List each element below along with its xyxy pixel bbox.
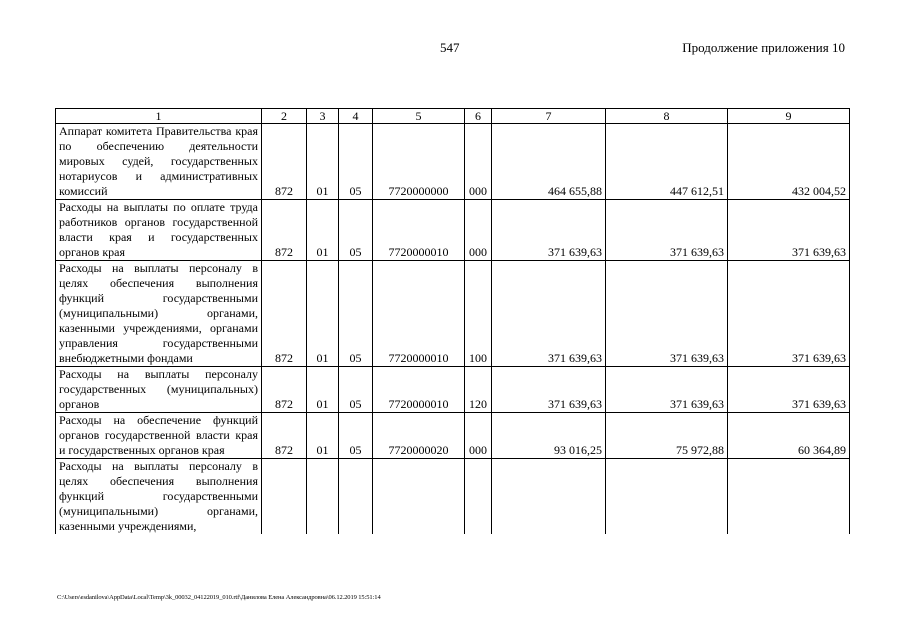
code-vr: 100 bbox=[465, 261, 492, 367]
page-number: 547 bbox=[440, 40, 460, 55]
code-rz: 01 bbox=[307, 124, 339, 200]
code-rz bbox=[307, 459, 339, 535]
amount-col-8: 371 639,63 bbox=[606, 261, 728, 367]
code-gr: 872 bbox=[262, 200, 307, 261]
code-pr bbox=[339, 459, 373, 535]
amount-col-9: 432 004,52 bbox=[728, 124, 850, 200]
amount-col-8 bbox=[606, 459, 728, 535]
code-rz: 01 bbox=[307, 200, 339, 261]
amount-col-7: 371 639,63 bbox=[492, 261, 606, 367]
amount-col-7: 464 655,88 bbox=[492, 124, 606, 200]
code-gr: 872 bbox=[262, 367, 307, 413]
column-header: 7 bbox=[492, 109, 606, 124]
code-gr bbox=[262, 459, 307, 535]
amount-col-9: 371 639,63 bbox=[728, 200, 850, 261]
table-row bbox=[56, 413, 850, 459]
code-csr: 7720000010 bbox=[373, 367, 465, 413]
row-name: Расходы на обеспечение функций органов государственной власти края и государственных органов края bbox=[56, 413, 262, 459]
column-header: 5 bbox=[373, 109, 465, 124]
code-vr bbox=[465, 459, 492, 535]
code-rz: 01 bbox=[307, 261, 339, 367]
amount-col-8: 447 612,51 bbox=[606, 124, 728, 200]
code-vr: 000 bbox=[465, 413, 492, 459]
table-header-row bbox=[56, 109, 850, 124]
code-csr: 7720000020 bbox=[373, 413, 465, 459]
table-row bbox=[56, 367, 850, 413]
code-pr: 05 bbox=[339, 261, 373, 367]
row-name: Расходы на выплаты персоналу государственных (муниципальных) органов bbox=[56, 367, 262, 413]
amount-col-8: 75 972,88 bbox=[606, 413, 728, 459]
amount-col-9 bbox=[728, 459, 850, 535]
code-pr: 05 bbox=[339, 367, 373, 413]
code-gr: 872 bbox=[262, 413, 307, 459]
row-name: Расходы на выплаты по оплате труда работников органов государственной власти края и государственных органов края bbox=[56, 200, 262, 261]
column-header: 4 bbox=[339, 109, 373, 124]
column-header: 2 bbox=[262, 109, 307, 124]
amount-col-8: 371 639,63 bbox=[606, 367, 728, 413]
code-vr: 120 bbox=[465, 367, 492, 413]
file-path-footer: C:\Users\esdanilova\AppData\Local\Temp\3k_00032_04122019_010.rtf\Данилова Елена Александровна\06.12.2019 15:51:14 bbox=[57, 594, 381, 601]
amount-col-7: 371 639,63 bbox=[492, 367, 606, 413]
amount-col-8: 371 639,63 bbox=[606, 200, 728, 261]
amount-col-9: 371 639,63 bbox=[728, 261, 850, 367]
amount-col-7 bbox=[492, 459, 606, 535]
code-csr: 7720000010 bbox=[373, 200, 465, 261]
amount-col-7: 93 016,25 bbox=[492, 413, 606, 459]
code-vr: 000 bbox=[465, 200, 492, 261]
appendix-note: Продолжение приложения 10 bbox=[682, 40, 845, 55]
row-name: Аппарат комитета Правительства края по обеспечению деятельности мировых судей, государственных нотариусов и административных комиссий bbox=[56, 124, 262, 200]
table-row bbox=[56, 459, 850, 535]
amount-col-9: 60 364,89 bbox=[728, 413, 850, 459]
code-gr: 872 bbox=[262, 124, 307, 200]
table-row bbox=[56, 261, 850, 367]
code-csr: 7720000010 bbox=[373, 261, 465, 367]
code-pr: 05 bbox=[339, 413, 373, 459]
amount-col-9: 371 639,63 bbox=[728, 367, 850, 413]
row-name: Расходы на выплаты персоналу в целях обеспечения выполнения функций государственными (муниципальными) органами, казенными учреждениями, органами управления государственными внебюджетными фондами bbox=[56, 261, 262, 367]
code-csr bbox=[373, 459, 465, 535]
code-vr: 000 bbox=[465, 124, 492, 200]
code-pr: 05 bbox=[339, 124, 373, 200]
amount-col-7: 371 639,63 bbox=[492, 200, 606, 261]
code-rz: 01 bbox=[307, 413, 339, 459]
code-csr: 7720000000 bbox=[373, 124, 465, 200]
column-header: 6 bbox=[465, 109, 492, 124]
budget-table bbox=[55, 108, 850, 534]
row-name: Расходы на выплаты персоналу в целях обеспечения выполнения функций государственными (муниципальными) органами, казенными учреждениями, bbox=[56, 459, 262, 535]
column-header: 9 bbox=[728, 109, 850, 124]
column-header: 8 bbox=[606, 109, 728, 124]
table-row bbox=[56, 200, 850, 261]
column-header: 3 bbox=[307, 109, 339, 124]
code-rz: 01 bbox=[307, 367, 339, 413]
code-gr: 872 bbox=[262, 261, 307, 367]
code-pr: 05 bbox=[339, 200, 373, 261]
table-row bbox=[56, 124, 850, 200]
column-header: 1 bbox=[56, 109, 262, 124]
